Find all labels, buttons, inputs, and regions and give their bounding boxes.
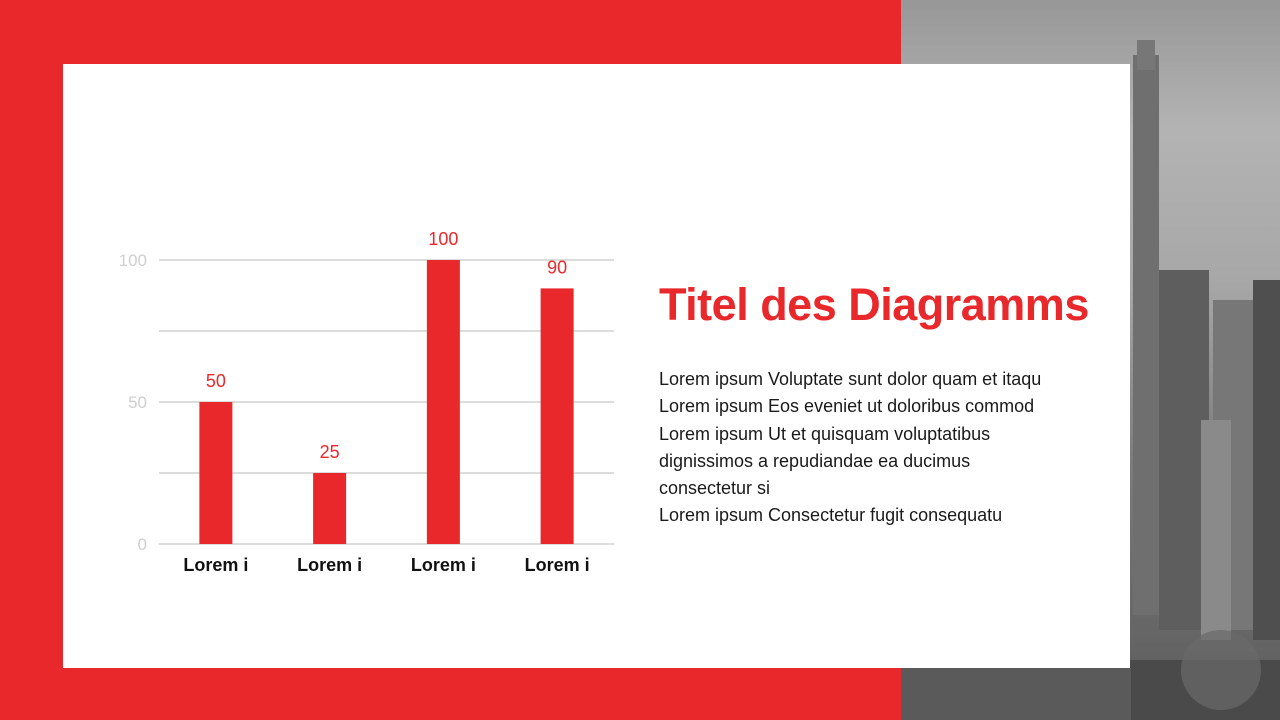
category-label: Lorem i — [410, 555, 476, 575]
body-line: Lorem ipsum Voluptate sunt dolor quam et itaqu — [659, 369, 1042, 389]
data-label: 25 — [319, 442, 340, 462]
y-tick-label: 50 — [128, 393, 147, 412]
bar — [427, 260, 460, 544]
y-tick-label: 100 — [118, 251, 147, 270]
body-line: Lorem ipsum Ut et quisquam voluptatibus — [659, 423, 991, 444]
body-line: Lorem ipsum Eos eveniet ut doloribus commod — [659, 396, 1035, 417]
bar — [199, 402, 232, 544]
bar — [541, 288, 574, 544]
content-card — [63, 64, 1130, 668]
data-label: 50 — [205, 371, 226, 391]
data-label: 90 — [547, 257, 568, 278]
data-label: 100 — [428, 229, 459, 249]
body-text — [659, 366, 1079, 530]
category-label: Lorem i — [183, 555, 249, 575]
y-tick-label: 0 — [137, 535, 147, 554]
category-label: Lorem i — [524, 555, 590, 575]
body-line: consectetur si — [659, 478, 771, 499]
body-line: Lorem ipsum Consectetur fugit consequatu — [659, 505, 1003, 526]
category-label: Lorem i — [297, 555, 363, 575]
bar — [313, 473, 346, 544]
body-line: dignissimos a repudiandae ea ducimus — [659, 450, 971, 471]
chart-title: Titel des Diagramms — [659, 279, 1089, 330]
bar-chart — [63, 64, 643, 668]
